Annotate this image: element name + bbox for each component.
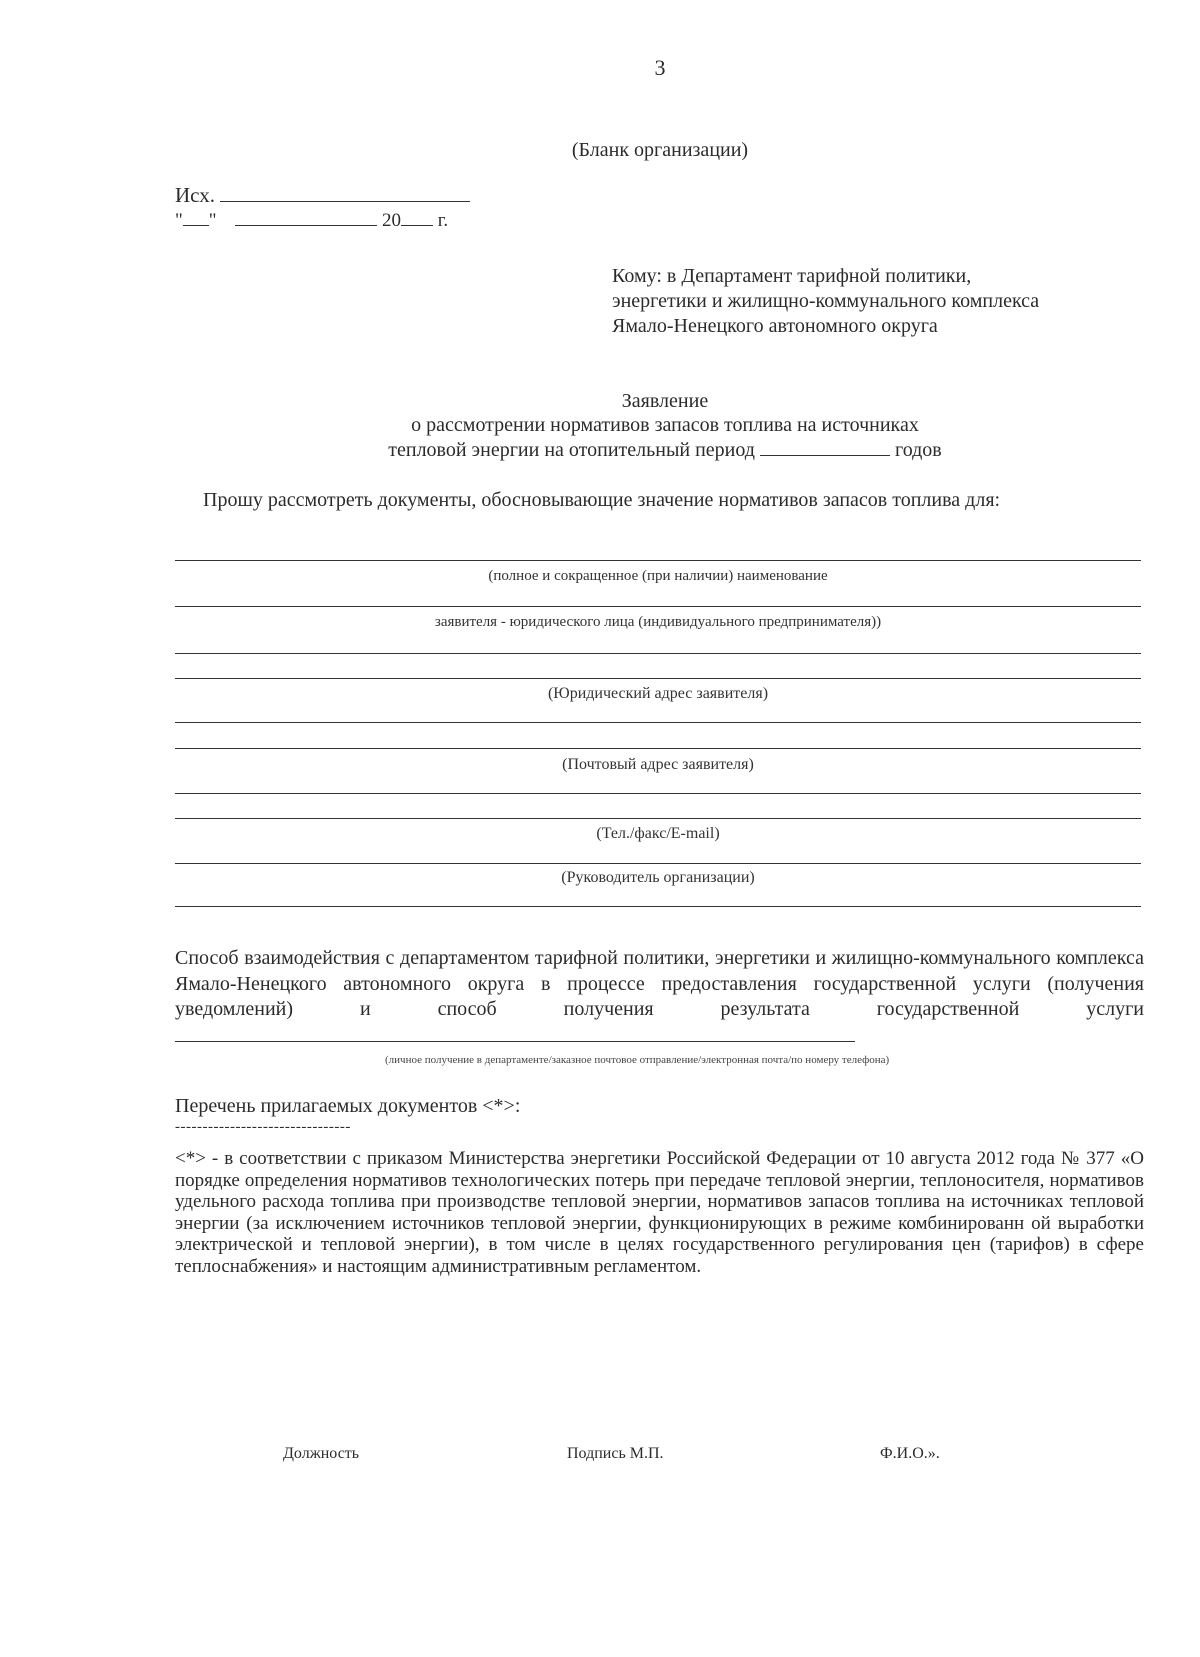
outgoing-date-line [175, 207, 470, 233]
field-line-head-2[interactable] [175, 906, 1141, 907]
title-line-3 [0, 437, 1200, 462]
field-line-legal-address[interactable] [175, 678, 1141, 679]
date-quote-close: " [208, 210, 217, 231]
addressee-line-3: Ямало-Ненецкого автономного округа [612, 315, 938, 337]
title-line-3-start: тепловой энергии на отопительный период [388, 439, 755, 461]
date-year-suffix: г. [437, 210, 449, 231]
field-line-legal-address-2[interactable] [175, 722, 1141, 723]
footnote-text: <*> - в соответствии с приказом Министерства энергетики Российской Федерации от 10 августа 2012 года № 377 «О порядке определения нормативов технологических потерь при передаче тепловой энергии, теплоносителя, нормативов удельного расхода топлива при производстве тепловой энергии, нормативов запасов топлива на источниках тепловой энергии (за исключением источников тепловой энергии, функционирующих в режиме комбинированн ой выработки электрической и тепловой энергии), в том числе в целях государственного регулирования цен (тарифов) в сфере теплоснабжения» и настоящим административным регламентом. [175, 1148, 1144, 1277]
heating-period-blank[interactable] [760, 437, 890, 456]
interaction-method-text: Способ взаимодействия с департаментом тарифной политики, энергетики и жилищно-коммунального комплекса Ямало-Ненецкого автономного округа в процессе предоставления государственной услуги (получения уведомлений) и способ получения результата государственной услуги [175, 947, 1144, 1020]
field-label-legal-address: (Юридический адрес заявителя) [547, 685, 769, 702]
field-line-name-2[interactable] [175, 606, 1141, 607]
field-line-head[interactable] [175, 863, 1141, 864]
field-label-name-1: (полное и сокращенное (при наличии) наименование [488, 568, 828, 584]
interaction-method-paragraph [175, 946, 1144, 1049]
title-line-2: о рассмотрении нормативов запасов топлива на источниках [411, 414, 919, 436]
outgoing-number-blank[interactable] [220, 183, 470, 202]
date-year-prefix: 20 [382, 210, 402, 231]
page-number: 3 [654, 55, 666, 80]
field-line-postal-address[interactable] [175, 748, 1141, 749]
request-paragraph [175, 489, 1144, 512]
field-label-head: (Руководитель организации) [561, 869, 755, 886]
addressee-line-2: энергетики и жилищно-коммунального комплекса [612, 290, 1040, 312]
field-line-name-3[interactable] [175, 653, 1141, 654]
signature-full-name: Ф.И.О.». [880, 1445, 940, 1462]
field-label-name-2: заявителя - юридического лица (индивидуального предпринимателя)) [434, 614, 882, 630]
outgoing-number-line [175, 183, 470, 207]
title-line-1: Заявление [621, 390, 709, 412]
date-year-blank[interactable] [401, 207, 433, 226]
addressee-block [612, 264, 1039, 339]
signature-position: Должность [283, 1445, 360, 1462]
field-line-postal-address-2[interactable] [175, 793, 1141, 794]
field-label-postal-address: (Почтовый адрес заявителя) [562, 756, 754, 773]
footnote-separator: -------------------------------- [175, 1119, 351, 1135]
request-text: Прошу рассмотреть документы, обосновывающие значение нормативов запасов топлива для: [203, 489, 1001, 511]
interaction-method-blank[interactable] [175, 1023, 855, 1042]
application-title [0, 389, 1200, 462]
outgoing-reference [175, 183, 470, 233]
date-month-blank[interactable] [235, 207, 377, 226]
letterhead-placeholder: (Бланк организации) [571, 139, 749, 161]
outgoing-number-label: Исх. [175, 183, 215, 207]
field-line-contacts[interactable] [175, 818, 1141, 819]
field-label-contacts: (Тел./факс/E-mail) [596, 825, 720, 842]
documents-list-label: Перечень прилагаемых документов <*>: [175, 1095, 521, 1117]
date-day-blank[interactable] [183, 207, 209, 226]
addressee-line-1: Кому: в Департамент тарифной политики, [612, 265, 972, 287]
interaction-method-hint: (личное получение в департаменте/заказное почтовое отправление/электронная почта/по номеру телефона) [385, 1054, 890, 1066]
date-quote-open: " [175, 210, 183, 231]
signature-stamp: Подпись М.П. [567, 1445, 664, 1462]
field-line-name-1[interactable] [175, 560, 1141, 561]
title-line-3-end: годов [894, 439, 942, 461]
